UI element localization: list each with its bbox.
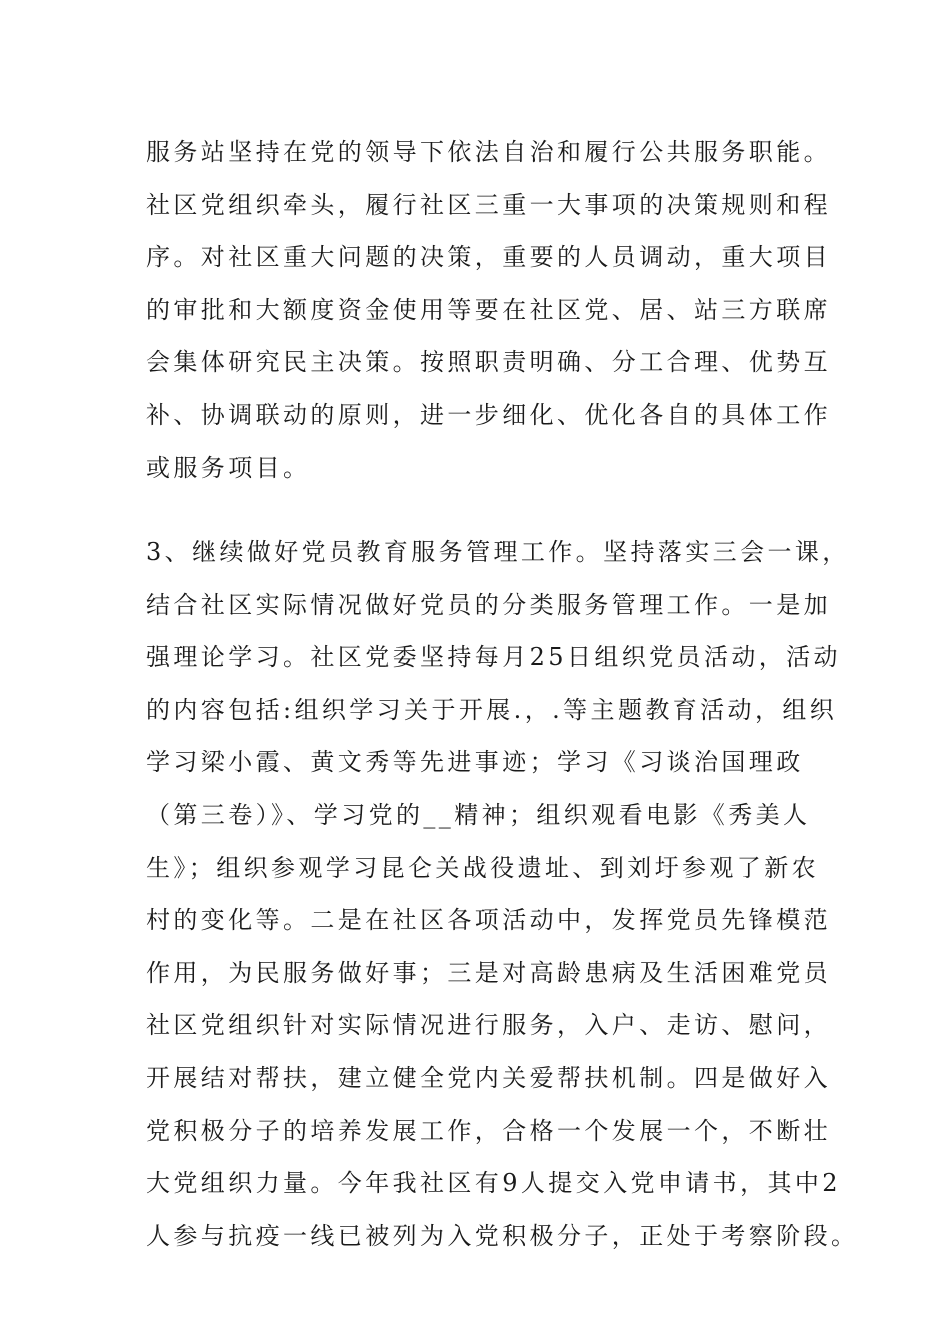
text-line: 的审批和大额度资金使用等要在社区党、居、站三方联席 — [146, 295, 831, 324]
text-line: 会集体研究民主决策。按照职责明确、分工合理、优势互 — [146, 348, 831, 377]
text-line: 作用，为民服务做好事；三是对高龄患病及生活困难党员 — [146, 958, 831, 987]
text-line: 大党组织力量。今年我社区有9人提交入党申请书，其中2 — [146, 1169, 841, 1198]
text-line: 序。对社区重大问题的决策，重要的人员调动，重大项目 — [146, 243, 831, 272]
text-line: 人参与抗疫一线已被列为入党积极分子，正处于考察阶段。 — [146, 1221, 859, 1250]
text-line: 强理论学习。社区党委坚持每月25日组织党员活动，活动 — [146, 643, 841, 672]
text-line: 服务站坚持在党的领导下依法自治和履行公共服务职能。 — [146, 138, 831, 166]
text-line: 补、协调联动的原则，进一步细化、优化各自的具体工作 — [146, 400, 831, 429]
text-line: 3、继续做好党员教育服务管理工作。坚持落实三会一课， — [146, 538, 850, 566]
paragraph-community-governance — [146, 126, 831, 494]
text-line: 生》；组织参观学习昆仑关战役遗址、到刘圩参观了新农 — [146, 853, 819, 882]
text-line: 村的变化等。二是在社区各项活动中，发挥党员先锋模范 — [146, 906, 831, 935]
text-line: 社区党组织牵头，履行社区三重一大事项的决策规则和程 — [146, 190, 831, 219]
text-line: 开展结对帮扶，建立健全党内关爱帮扶机制。四是做好入 — [146, 1063, 831, 1092]
text-line: 党积极分子的培养发展工作，合格一个发展一个，不断壮 — [146, 1116, 831, 1145]
text-line: 社区党组织针对实际情况进行服务，入户、走访、慰问， — [146, 1011, 831, 1040]
text-line: （第三卷）》、学习党的__精神；组织观看电影《秀美人 — [146, 800, 811, 829]
text-line: 结合社区实际情况做好党员的分类服务管理工作。一是加 — [146, 590, 831, 619]
text-line: 或服务项目。 — [146, 453, 311, 482]
paragraph-party-member-education — [146, 526, 859, 1262]
text-line: 学习梁小霞、黄文秀等先进事迹；学习《习谈治国理政 — [146, 748, 804, 777]
text-line: 的内容包括:组织学习关于开展.，.等主题教育活动，组织 — [146, 695, 838, 724]
